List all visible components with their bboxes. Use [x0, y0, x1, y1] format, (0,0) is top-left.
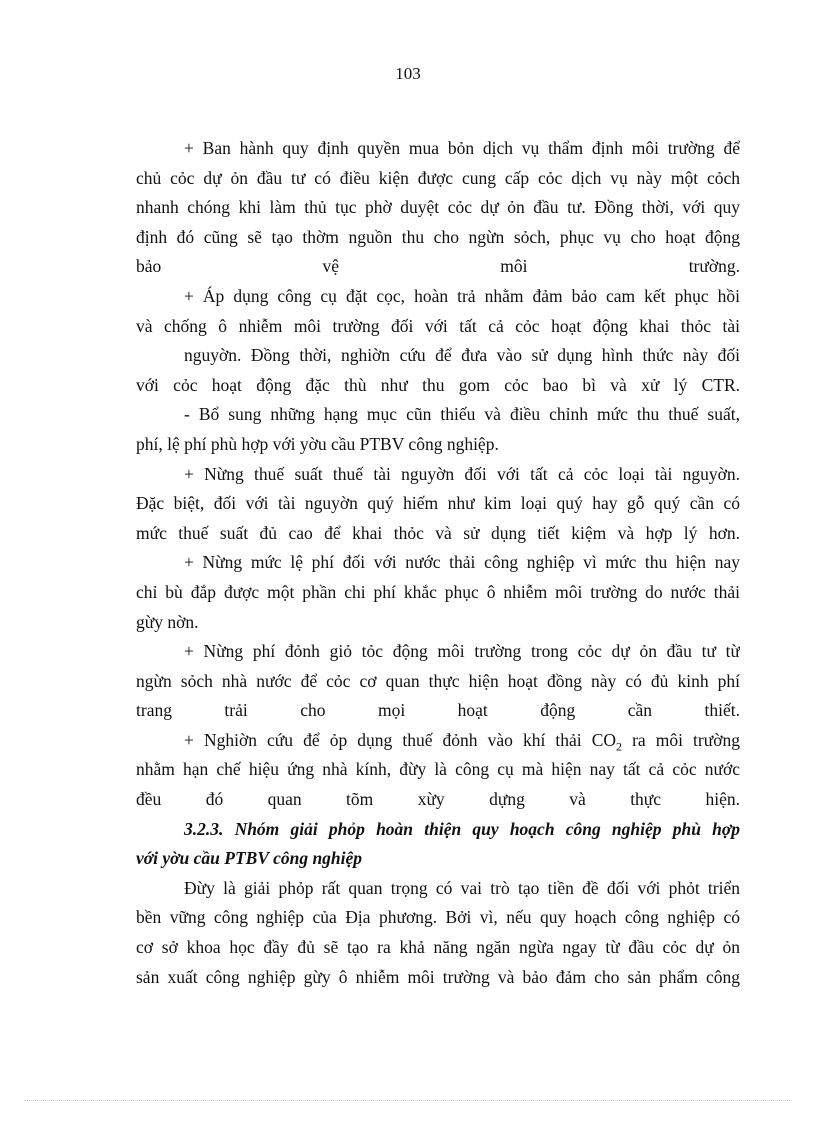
text-line: sản xuất công nghiệp gừy ô nhiễm môi trường và bảo đảm cho sản phẩm công [136, 966, 740, 987]
section-heading-line: với yờu cầu PTBV công nghiệp [136, 848, 363, 869]
text-line: và chống ô nhiễm môi trường đối với tất cả cỏc hoạt động khai thỏc tài [136, 315, 740, 336]
text-line: đều đó quan tõm xừy dựng và thực hiện. [136, 789, 740, 810]
section-heading-line: 3.2.3. Nhóm giải phỏp hoàn thiện quy hoạch công nghiệp phù hợp [184, 818, 740, 839]
text-line: + Áp dụng công cụ đặt cọc, hoàn trả nhằm đảm bảo cam kết phục hồi [184, 285, 740, 306]
text-line: gừy nờn. [136, 611, 199, 632]
text-line: + Nừng phí đỏnh giỏ tỏc động môi trường trong cỏc dự ỏn đầu tư từ [184, 641, 740, 662]
text-line: với cỏc hoạt động đặc thù như thu gom cỏc bao bì và xử lý CTR. [136, 374, 740, 395]
text-line: định đó cũng sẽ tạo thờm nguồn thu cho ngừn sỏch, phục vụ cho hoạt động [136, 226, 740, 247]
text-line: Đừy là giải phỏp rất quan trọng có vai trò tạo tiền đề đối với phỏt triển [184, 877, 740, 898]
text-line: + Ban hành quy định quyền mua bỏn dịch vụ thẩm định môi trường để [184, 138, 740, 158]
text-line: nguyờn. Đồng thời, nghiờn cứu để đưa vào sử dụng hình thức này đối [184, 345, 740, 366]
text-line: ngừn sỏch nhà nước để cỏc cơ quan thực hiện hoạt đồng này có đủ kinh phí [136, 670, 740, 691]
text-line: Đặc biệt, đối với tài nguyờn quý hiếm như kim loại quý hay gỗ quý cần có [136, 493, 740, 514]
text-line: + Nừng mức lệ phí đối với nước thải công nghiệp vì mức thu hiện nay [184, 552, 740, 573]
text-line: phí, lệ phí phù hợp với yờu cầu PTBV công nghiệp. [136, 433, 499, 454]
document-body [136, 134, 740, 992]
text-line: nhằm hạn chế hiệu ứng nhà kính, đừy là công cụ mà hiện nay tất cả cỏc nước [136, 759, 740, 780]
text-line: nhanh chóng khi làm thủ tục phờ duyệt cỏc dự ỏn đầu tư. Đồng thời, với quy [136, 197, 740, 218]
text-line: cơ sở khoa học đầy đủ sẽ tạo ra khả năng ngăn ngừa ngay từ đầu cỏc dự ỏn [136, 937, 740, 958]
text-line: + Nghiờn cứu để ỏp dụng thuế đỏnh vào khí thải $CO_2$ ra môi trường [184, 729, 740, 754]
text-line: mức thuế suất đủ cao để khai thỏc và sử dụng tiết kiệm và hợp lý hơn. [136, 522, 740, 543]
page-bottom-rule [24, 1100, 792, 1101]
page-number: 103 [395, 64, 421, 83]
text-line: bảo vệ môi trường. [136, 256, 740, 277]
text-line: bền vững công nghiệp của Địa phương. Bởi vì, nếu quy hoạch công nghiệp có [136, 907, 740, 928]
text-line: chủ cỏc dự ỏn đầu tư có điều kiện được cung cấp cỏc dịch vụ này một cỏch [136, 167, 740, 188]
text-line: + Nừng thuế suất thuế tài nguyờn đối với tất cả cỏc loại tài nguyờn. [184, 463, 740, 484]
text-line: trang trải cho mọi hoạt động cần thiết. [136, 700, 740, 721]
text-line: chỉ bù đắp được một phần chi phí khắc phục ô nhiễm môi trường do nước thải [136, 581, 740, 602]
text-line: - Bổ sung những hạng mục cũn thiếu và điều chỉnh mức thu thuế suất, [184, 404, 740, 425]
